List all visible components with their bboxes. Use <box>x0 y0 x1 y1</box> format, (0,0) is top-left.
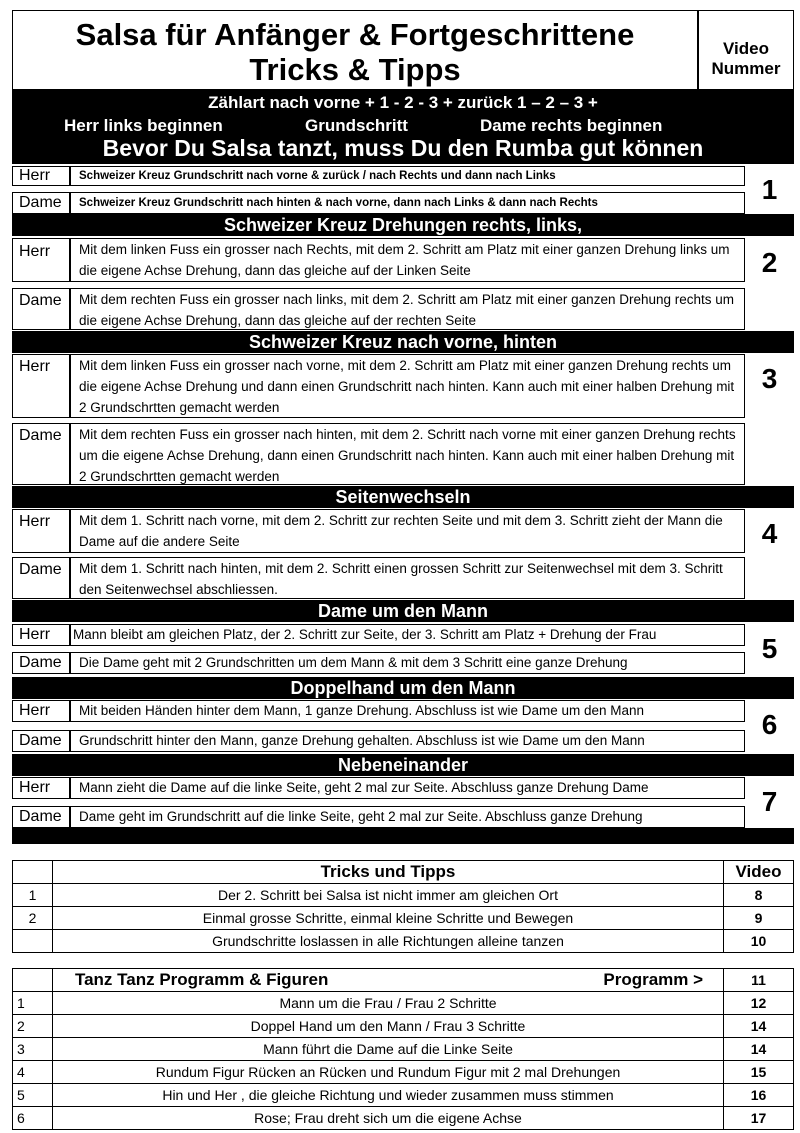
row-text: Der 2. Schritt bei Salsa ist nicht immer am gleichen Ort <box>52 884 723 907</box>
dame-label: Dame <box>12 288 70 330</box>
program-num-header <box>13 969 53 992</box>
herr-label: Herr <box>12 166 70 186</box>
section-3-herr-text: Mit dem linken Fuss ein grosser nach vorne, mit dem 2. Schritt am Platz mit einer ganzen Drehung rechts um die eigene Achse Drehung und dann einen Grundschritt nach hinten. Kann auch mit einer halben Drehung mit 2 Grundschrtten gemacht werden <box>70 354 745 418</box>
row-video: 15 <box>724 1061 794 1084</box>
row-num: 5 <box>13 1084 53 1107</box>
program-table <box>12 968 794 1130</box>
section-1-herr-text: Schweizer Kreuz Grundschritt nach vorne & zurück / nach Rechts und dann nach Links <box>70 166 745 186</box>
row-text: Rundum Figur Rücken an Rücken und Rundum Figur mit 2 mal Drehungen <box>52 1061 723 1084</box>
row-text: Einmal grosse Schritte, einmal kleine Schritte und Bewegen <box>52 907 723 930</box>
title-line-2: Tricks & Tipps <box>249 52 461 87</box>
dame-label: Dame <box>12 652 70 674</box>
section-7-dame-text: Dame geht im Grundschritt auf die linke Seite, geht 2 mal zur Seite. Abschluss ganze Drehung <box>70 806 745 828</box>
row-num: 2 <box>13 1015 53 1038</box>
section-1-video: 1 <box>761 174 778 205</box>
herr-label: Herr <box>12 238 70 282</box>
row-video: 14 <box>724 1015 794 1038</box>
basic-step: Grundschritt <box>305 116 408 135</box>
section-5-video: 5 <box>761 633 778 664</box>
section-4-video: 4 <box>761 518 778 549</box>
row-text: Rose; Frau dreht sich um die eigene Achse <box>52 1107 723 1130</box>
tips-header: Tricks und Tipps <box>52 861 723 884</box>
row-text: Grundschritte loslassen in alle Richtungen alleine tanzen <box>52 930 723 953</box>
table-row <box>13 907 794 930</box>
section-3-title: Schweizer Kreuz nach vorne, hinten <box>12 331 794 353</box>
row-video: 16 <box>724 1084 794 1107</box>
title-line-1: Salsa für Anfänger & Fortgeschrittene <box>75 17 635 52</box>
row-video: 10 <box>724 930 794 953</box>
section-3-video: 3 <box>761 363 778 394</box>
section-1-dame-text: Schweizer Kreuz Grundschritt nach hinten & nach vorne, dann nach Links & dann nach Rechts <box>70 192 745 214</box>
section-5-herr-text: Mann bleibt am gleichen Platz, der 2. Schritt zur Seite, der 3. Schritt am Platz + Drehung der Frau <box>70 624 745 646</box>
section-5-title: Dame um den Mann <box>12 600 794 622</box>
program-header-cell <box>52 969 723 992</box>
video-number-header <box>698 10 794 90</box>
row-num: 3 <box>13 1038 53 1061</box>
number-label: Nummer <box>711 59 781 78</box>
row-text: Mann führt die Dame auf die Linke Seite <box>52 1038 723 1061</box>
row-video: 12 <box>724 992 794 1015</box>
herr-label: Herr <box>12 509 70 553</box>
section-7-title: Nebeneinander <box>12 754 794 776</box>
table-row <box>13 1038 794 1061</box>
tips-video-header: Video <box>724 861 794 884</box>
table-row <box>13 930 794 953</box>
dame-label: Dame <box>12 557 70 599</box>
row-num: 2 <box>13 907 53 930</box>
herr-start: Herr links beginnen <box>64 116 223 135</box>
bottom-bar <box>12 828 794 844</box>
count-header <box>12 90 794 164</box>
row-num: 4 <box>13 1061 53 1084</box>
row-video: 17 <box>724 1107 794 1130</box>
program-label: Programm > <box>603 970 704 989</box>
program-video: 11 <box>724 969 794 992</box>
count-line: Zählart nach vorne + 1 - 2 - 3 + zurück 1 – 2 – 3 + <box>208 93 598 112</box>
herr-label: Herr <box>12 354 70 418</box>
row-text: Hin und Her , die gleiche Richtung und wieder zusammen muss stimmen <box>52 1084 723 1107</box>
table-row <box>13 992 794 1015</box>
row-video: 8 <box>724 884 794 907</box>
dame-start: Dame rechts beginnen <box>480 116 663 135</box>
herr-label: Herr <box>12 624 70 646</box>
section-6-herr-text: Mit beiden Händen hinter dem Mann, 1 ganze Drehung. Abschluss ist wie Dame um den Mann <box>70 700 745 722</box>
section-6-dame-text: Grundschritt hinter den Mann, ganze Drehung gehalten. Abschluss ist wie Dame um den Mann <box>70 730 745 752</box>
section-4-dame-text: Mit dem 1. Schritt nach hinten, mit dem 2. Schritt einen grossen Schritt zur Seitenwechsel mit dem 3. Schritt den Seitenwechsel abschliessen. <box>70 557 745 599</box>
herr-label: Herr <box>12 777 70 799</box>
row-num: 6 <box>13 1107 53 1130</box>
row-num: 1 <box>13 884 53 907</box>
video-label: Video <box>723 39 769 58</box>
row-text: Doppel Hand um den Mann / Frau 3 Schritte <box>52 1015 723 1038</box>
section-6-video: 6 <box>761 709 778 740</box>
table-row <box>13 1107 794 1130</box>
table-row <box>13 1015 794 1038</box>
dame-label: Dame <box>12 192 70 214</box>
section-5-dame-text: Die Dame geht mit 2 Grundschritten um dem Mann & mit dem 3 Schritt eine ganze Drehung <box>70 652 745 674</box>
page-title <box>12 10 698 90</box>
section-4-herr-text: Mit dem 1. Schritt nach vorne, mit dem 2. Schritt zur rechten Seite und mit dem 3. Schritt zieht der Mann die Dame auf die andere Seite <box>70 509 745 553</box>
section-4-title: Seitenwechseln <box>12 486 794 508</box>
rumba-note: Bevor Du Salsa tanzt, muss Du den Rumba gut können <box>102 135 704 161</box>
tips-num-header <box>13 861 53 884</box>
section-7-video: 7 <box>761 786 778 817</box>
program-header-row <box>13 969 794 992</box>
section-2-title: Schweizer Kreuz Drehungen rechts, links, <box>12 214 794 236</box>
dame-label: Dame <box>12 423 70 485</box>
section-6-title: Doppelhand um den Mann <box>12 677 794 699</box>
section-3-dame-text: Mit dem rechten Fuss ein grosser nach hinten, mit dem 2. Schritt nach vorne mit einer ganzen Drehung rechts um die eigene Achse Drehung, dann einen Grundschritt nach hinten. Kann auch mit einer halben Drehung mit 2 Grundschrtten gemacht werden <box>70 423 745 485</box>
row-num <box>13 930 53 953</box>
dame-label: Dame <box>12 730 70 752</box>
program-header: Tanz Tanz Programm & Figuren <box>74 970 329 989</box>
section-2-video: 2 <box>761 247 778 278</box>
dame-label: Dame <box>12 806 70 828</box>
section-2-herr-text: Mit dem linken Fuss ein grosser nach Rechts, mit dem 2. Schritt am Platz mit einer ganzen Drehung links um die eigene Achse Drehung, dann das gleiche auf der Linken Seite <box>70 238 745 282</box>
tips-table <box>12 860 794 953</box>
section-2-dame-text: Mit dem rechten Fuss ein grosser nach links, mit dem 2. Schritt am Platz mit einer ganzen Drehung rechts um die eigene Achse Drehung, dann das gleiche auf der rechten Seite <box>70 288 745 330</box>
table-row <box>13 1061 794 1084</box>
table-row <box>13 884 794 907</box>
row-video: 9 <box>724 907 794 930</box>
herr-label: Herr <box>12 700 70 722</box>
tips-header-row <box>13 861 794 884</box>
table-row <box>13 1084 794 1107</box>
section-7-herr-text: Mann zieht die Dame auf die linke Seite, geht 2 mal zur Seite. Abschluss ganze Drehung Dame <box>70 777 745 799</box>
row-text: Mann um die Frau / Frau 2 Schritte <box>52 992 723 1015</box>
row-video: 14 <box>724 1038 794 1061</box>
row-num: 1 <box>13 992 53 1015</box>
